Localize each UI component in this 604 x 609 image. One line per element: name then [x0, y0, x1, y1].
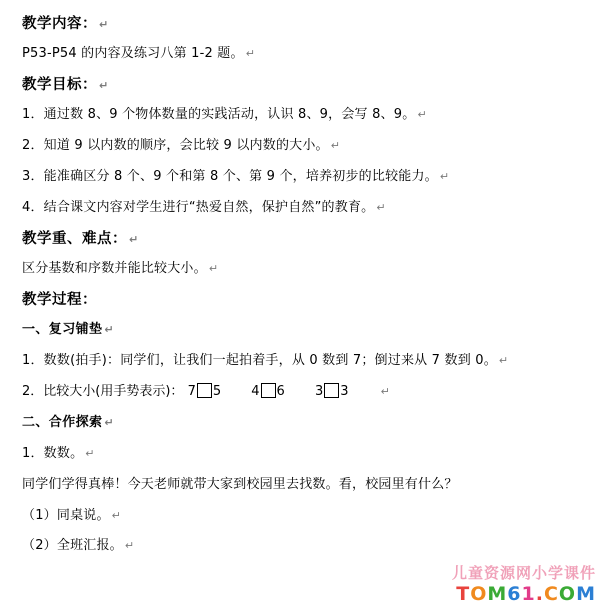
paragraph-mark: ↵ [245, 47, 256, 60]
paragraph-key-difficulties-body [22, 259, 584, 279]
list-item-text: 4．结合课文内容对学生进行“热爱自然，保护自然”的教育。 [22, 200, 375, 215]
list-item-text: 3．能准确区分 8 个、9 个和第 8 个、第 9 个，培养初步的比较能力。 [22, 169, 438, 184]
paragraph-mark: ↵ [104, 323, 115, 336]
paragraph-mark: ↵ [99, 18, 109, 31]
paragraph-mark: ↵ [85, 447, 95, 460]
list-item-goal-3 [22, 167, 584, 187]
list-item-goal-4 [22, 198, 584, 218]
paragraph-text: 区分基数和序数并能比较大小。 [22, 261, 207, 276]
list-item-text: 1．数数(拍手)：同学们，让我们一起拍着手，从 0 数到 7；倒过来从 7 数到 0。 [22, 353, 497, 368]
subheading-text: 一、复习铺垫 [22, 322, 103, 337]
answer-box[interactable] [197, 383, 212, 398]
answer-box[interactable] [261, 383, 276, 398]
paragraph-mark: ↵ [330, 139, 341, 152]
paragraph-mark: ↵ [439, 170, 450, 183]
compare-pair-3 [315, 382, 349, 402]
list-item-counting [22, 444, 584, 464]
paragraph-mark: ↵ [417, 108, 427, 121]
list-item-text: 1．通过数 8、9 个物体数量的实践活动，认识 8、9，会写 8、9。 [22, 107, 416, 122]
section-heading-teaching-process [22, 290, 584, 311]
list-item-sub-1 [22, 506, 584, 526]
compare-right-value: 5 [212, 384, 222, 399]
compare-left-value: 4 [251, 384, 260, 399]
list-item-sub-2 [22, 536, 584, 556]
section-heading-key-difficulties [22, 229, 584, 250]
list-item-text: （1）同桌说。 [22, 508, 110, 523]
list-item-text: （2）全班汇报。 [22, 538, 123, 553]
paragraph-teaching-content-body [22, 44, 584, 64]
heading-text: 教学内容： [22, 16, 97, 32]
compare-pair-2 [251, 382, 285, 402]
paragraph-mark: ↵ [498, 354, 509, 367]
list-item-review-1 [22, 351, 584, 371]
list-item-text: 1．数数。 [22, 446, 84, 461]
paragraph-mark: ↵ [129, 233, 139, 246]
heading-text: 教学目标： [22, 77, 97, 93]
list-item-text: 2．知道 9 以内数的顺序，会比较 9 以内数的大小。 [22, 138, 329, 153]
paragraph-mark: ↵ [124, 539, 135, 552]
compare-pair-1 [188, 382, 222, 402]
heading-text: 教学过程： [22, 292, 97, 308]
paragraph-mark: ↵ [104, 416, 115, 429]
paragraph-mark: ↵ [111, 509, 122, 522]
watermark-text: 儿童资源网小学课件 [451, 564, 596, 582]
paragraph-text: P53-P54 的内容及练习八第 1-2 题。 [22, 46, 244, 61]
paragraph-mark: ↵ [208, 262, 219, 275]
paragraph-mark: ↵ [99, 79, 109, 92]
subheading-text: 二、合作探索 [22, 415, 103, 430]
compare-right-value: 6 [276, 384, 285, 399]
answer-box[interactable] [324, 383, 339, 398]
compare-left-value: 3 [314, 384, 324, 399]
section-heading-teaching-goals [22, 75, 584, 96]
compare-label: 2．比较大小(用手势表示)： [22, 384, 184, 399]
paragraph-mark: ↵ [376, 201, 386, 214]
watermark-logo: TOM61.COM [456, 583, 596, 605]
subheading-cooperative-inquiry [22, 413, 584, 433]
compare-right-value: 3 [340, 384, 349, 399]
compare-left-value: 7 [187, 384, 196, 399]
watermark [452, 564, 596, 605]
compare-exercise-row [22, 382, 584, 402]
paragraph-mark: ↵ [380, 385, 390, 398]
section-heading-teaching-content [22, 14, 584, 35]
heading-text: 教学重、难点： [22, 231, 127, 247]
list-item-goal-1 [22, 105, 584, 125]
paragraph-campus-intro [22, 475, 584, 495]
list-item-goal-2 [22, 136, 584, 156]
paragraph-text: 同学们学得真棒！今天老师就带大家到校园里去找数。看，校园里有什么？ [22, 477, 458, 492]
subheading-review [22, 320, 584, 340]
